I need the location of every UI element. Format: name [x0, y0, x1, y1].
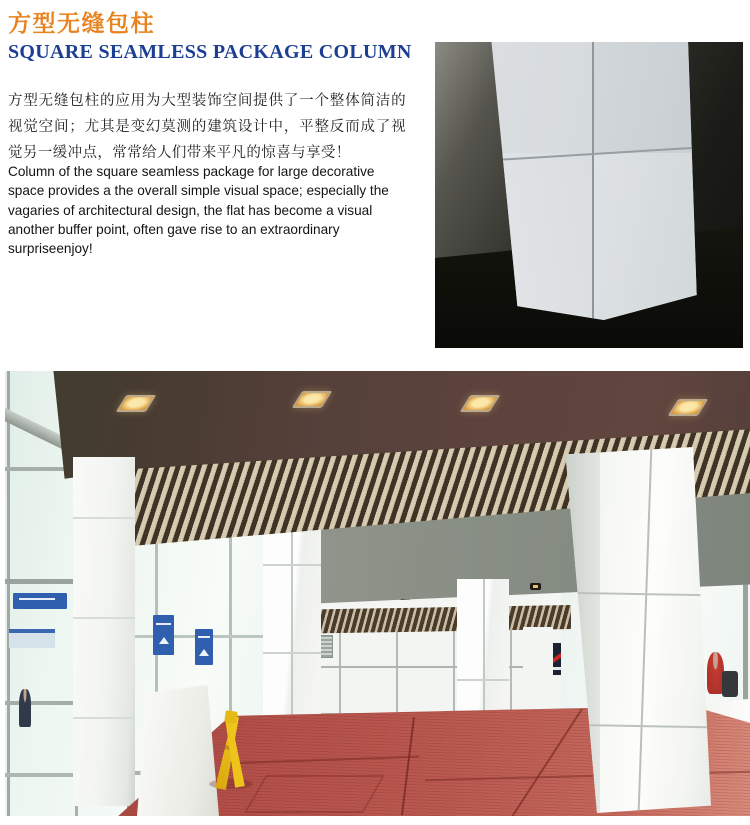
clad-column-left [73, 457, 135, 806]
recessed-ceiling-light [116, 395, 157, 412]
carpet-seam [505, 708, 583, 816]
column-seam [73, 717, 135, 719]
recessed-ceiling-light [460, 395, 501, 412]
blue-hanging-sign [195, 629, 213, 665]
staff-figure-behind-glass [19, 689, 31, 727]
white-wayfinding-sign [9, 629, 55, 648]
column-seam [261, 564, 321, 566]
white-square-column [485, 42, 701, 320]
wet-floor-sign-hinge [224, 710, 238, 724]
sign-text-bar [198, 636, 211, 638]
column-panel-top-right [593, 42, 701, 153]
sign-arrow-icon [199, 649, 209, 656]
recessed-light-small [530, 583, 541, 590]
description-zh: 方型无缝包柱的应用为大型装饰空间提供了一个整体简洁的视觉空间；尤其是变幻莫测的建筑设计中，平整反而成了视觉另一缓冲点，常常给人们带来平凡的惊喜与享受！ [8, 93, 406, 162]
dark-luggage [722, 671, 738, 697]
recessed-ceiling-light [292, 391, 333, 408]
column-vertical-seam [592, 42, 594, 320]
blue-hanging-sign [153, 615, 174, 655]
column-seam [73, 617, 135, 619]
column-seam [73, 517, 135, 519]
carpet-seam [401, 717, 415, 816]
page-title-zh: 方型无缝包柱 [8, 10, 155, 36]
sign-arrow-icon [159, 637, 169, 644]
column-sample-photo [435, 42, 743, 348]
blue-wayfinding-sign [13, 593, 67, 609]
column-seam [457, 679, 509, 681]
left-glass-mullion [7, 371, 10, 816]
recessed-ceiling-light [668, 399, 709, 416]
description-en: Column of the square seamless package for large decorative space provides a the overall simple visual space; especially the vagaries of architectural design, the flat has become a visual another buffer point, often gave rise to an extraordinary surpriseenjoy! [8, 164, 389, 257]
page-title-en: SQUARE SEAMLESS PACKAGE COLUMN [8, 41, 412, 63]
sign-text-bar [156, 623, 171, 625]
column-panel-bottom-right [593, 153, 701, 320]
carpet-patch-outline [244, 775, 385, 813]
column-seam [261, 652, 321, 654]
column-seam [637, 447, 652, 813]
wet-floor-sign [205, 711, 257, 791]
hall-interior-photo [5, 371, 750, 816]
